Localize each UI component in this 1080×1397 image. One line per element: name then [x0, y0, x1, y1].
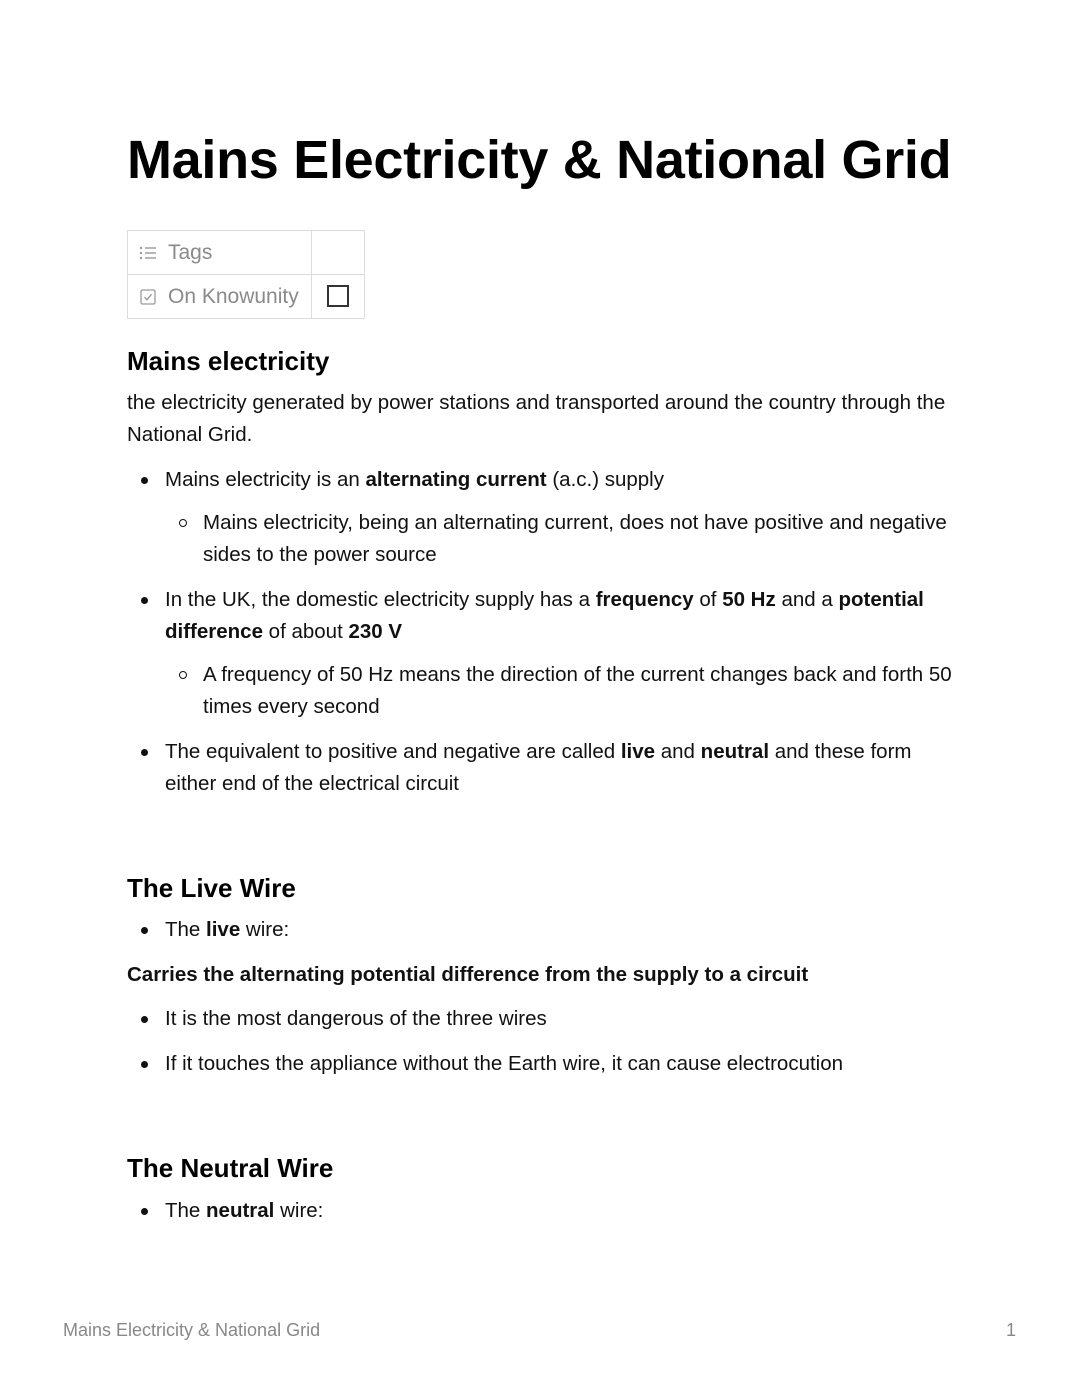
property-value-tags[interactable]: [312, 231, 365, 275]
footer-doc-title: Mains Electricity & National Grid: [63, 1320, 321, 1340]
list-item: The live wire:: [165, 914, 960, 946]
property-value-on-knowunity: [312, 275, 365, 319]
property-name-on-knowunity[interactable]: [128, 275, 312, 319]
page-number: 1: [1005, 1320, 1016, 1340]
property-row-tags: [128, 231, 365, 275]
sub-list-item: A frequency of 50 Hz means the direction of the current changes back and forth 50 times every second: [203, 659, 963, 723]
list-item: In the UK, the domestic electricity supply has a frequency of 50 Hz and a potential difference of about 230 V: [165, 584, 960, 648]
list-item: The neutral wire:: [165, 1195, 960, 1227]
sub-list-item: Mains electricity, being an alternating current, does not have positive and negative sides to the power source: [203, 507, 963, 571]
list-item: It is the most dangerous of the three wires: [165, 1003, 960, 1035]
section-heading-mains-electricity: Mains electricity: [127, 346, 330, 376]
page-title: Mains Electricity & National Grid: [127, 130, 952, 190]
list-item: Mains electricity is an alternating current (a.c.) supply: [165, 464, 960, 496]
section-heading-live-wire: The Live Wire: [127, 873, 296, 903]
bold-statement: Carries the alternating potential difference from the supply to a circuit: [127, 963, 809, 986]
list-icon: [139, 244, 157, 262]
property-label-on-knowunity: On Knowunity: [168, 284, 299, 308]
definition-paragraph: the electricity generated by power stations and transported around the country through the National Grid.: [127, 391, 946, 446]
list-item: If it touches the appliance without the Earth wire, it can cause electrocution: [165, 1048, 960, 1080]
checkbox-icon: [139, 288, 157, 306]
properties-table: [127, 230, 365, 319]
section-heading-neutral-wire: The Neutral Wire: [127, 1153, 334, 1183]
property-name-tags[interactable]: [128, 231, 312, 275]
property-label-tags: Tags: [168, 240, 213, 264]
property-row-on-knowunity: [128, 275, 365, 319]
on-knowunity-checkbox[interactable]: [327, 285, 349, 307]
list-item: The equivalent to positive and negative are called live and neutral and these form either end of the electrical circuit: [165, 736, 960, 800]
